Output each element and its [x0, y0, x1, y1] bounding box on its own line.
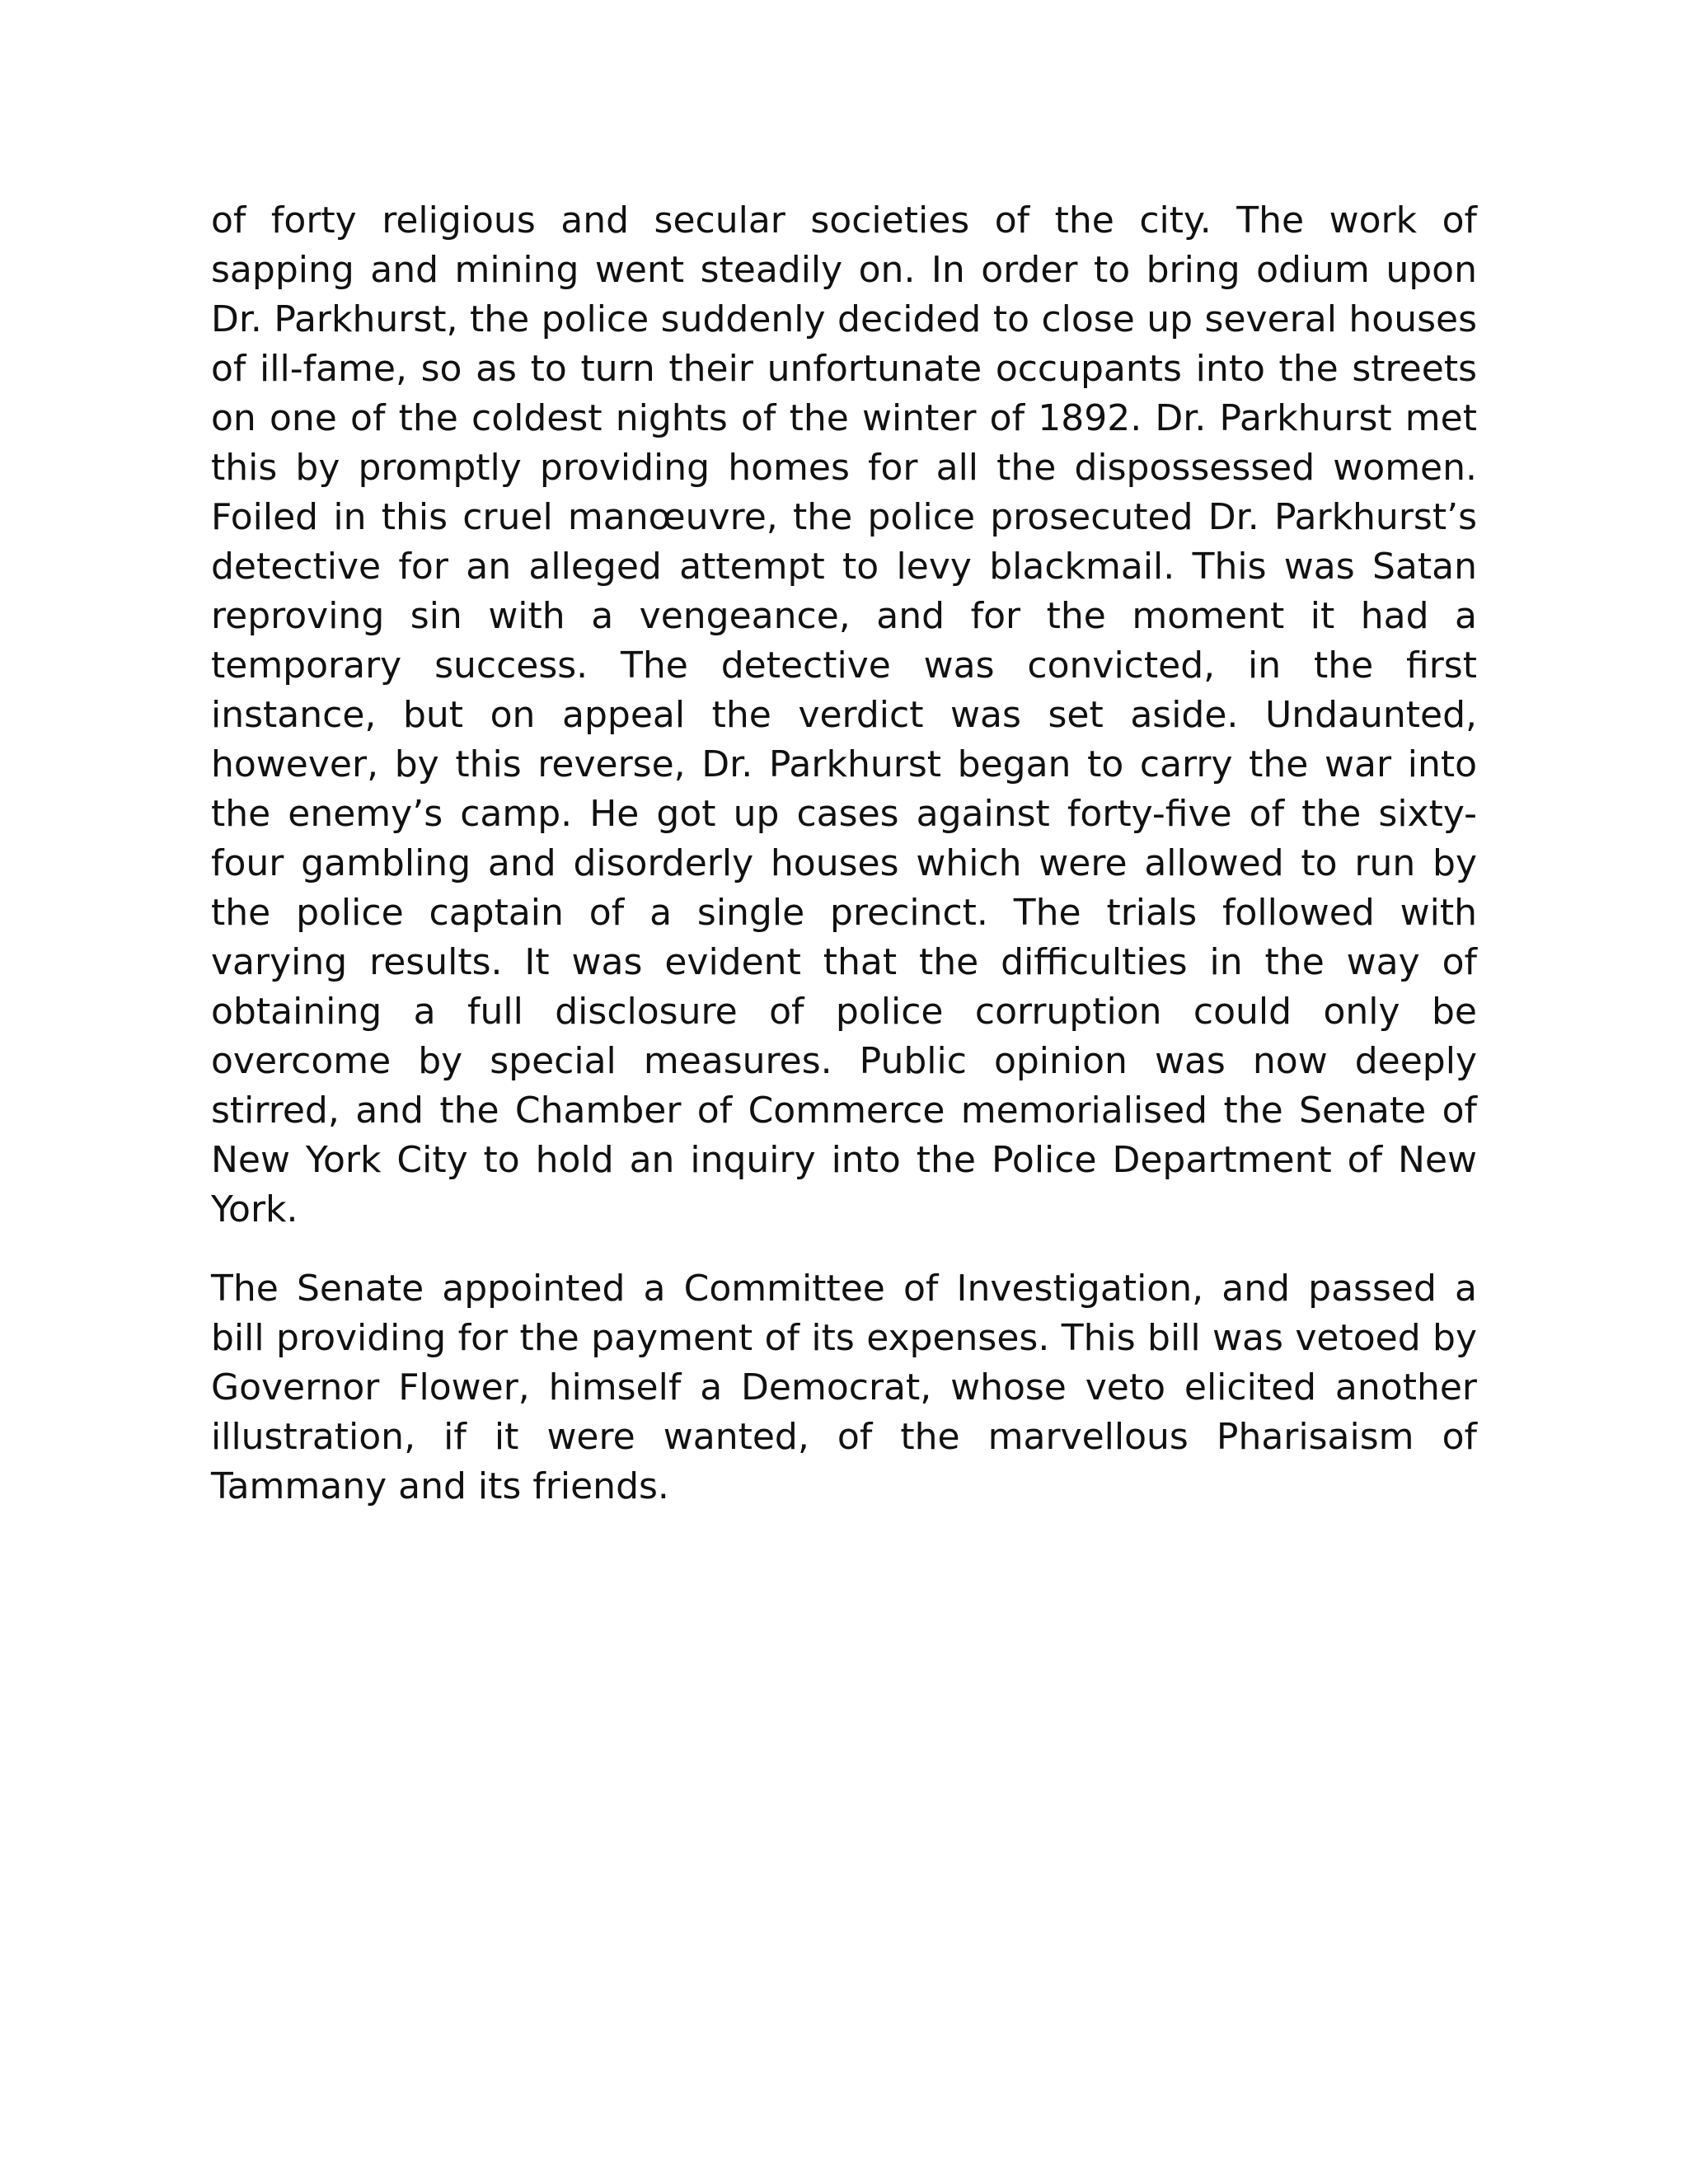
paragraph-2: The Senate appointed a Committee of Investigation, and passed a bill providing for the payment of its expenses. This bill was vetoed by Governor Flower, himself a Democrat, whose veto elicited another illustration, if it were wanted, of the marvellous Pharisaism of Tammany and its friends. — [211, 1268, 1477, 1507]
body-text — [211, 196, 1477, 1511]
paragraph-1: of forty religious and secular societies of the city. The work of sapping and mining went steadily on. In order to bring odium upon Dr. Parkhurst, the police suddenly decided to close up several houses of ill-fame, so as to turn their unfortunate occupants into the streets on one of the coldest nights of the winter of 1892. Dr. Parkhurst met this by promptly providing homes for all the dispossessed women. Foiled in this cruel manœuvre, the police prosecuted Dr. Parkhurst’s detective for an alleged attempt to levy blackmail. This was Satan reproving sin with a vengeance, and for the moment it had a temporary success. The detective was convicted, in the first instance, but on appeal the verdict was set aside. Undaunted, however, by this reverse, Dr. Parkhurst began to carry the war into the enemy’s camp. He got up cases against forty-five of the sixty-four gambling and disorderly houses which were allowed to run by the police captain of a single precinct. The trials followed with varying results. It was evident that the difficulties in the way of obtaining a full disclosure of police corruption could only be overcome by special measures. Public opinion was now deeply stirred, and the Chamber of Commerce memorialised the Senate of New York City to hold an inquiry into the Police Department of New York. — [211, 199, 1477, 1230]
